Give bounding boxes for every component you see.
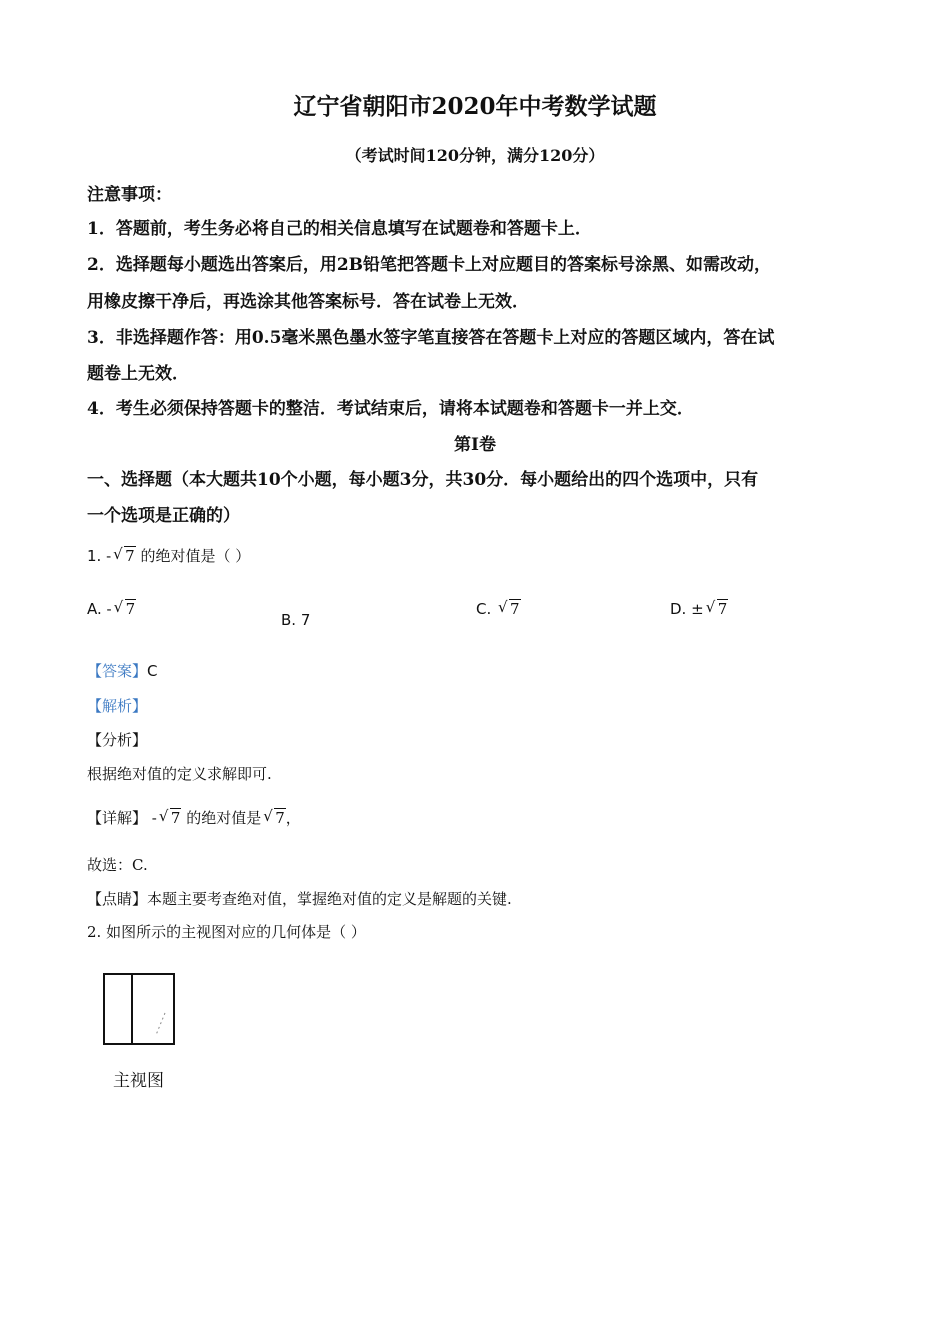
radical-sign: √ <box>113 545 123 563</box>
comment-text: 本题主要考查绝对值，掌握绝对值的定义是解题的关键. <box>147 890 512 908</box>
radicand: 7 <box>125 600 136 618</box>
comment-line <box>87 888 512 909</box>
radicand: 7 <box>275 809 285 827</box>
exam-subtitle: （考试时间120分钟，满分120分） <box>345 146 605 165</box>
notice-4: 4．考生必须保持答题卡的整洁．考试结束后，请将本试题卷和答题卡一并上交． <box>87 399 694 419</box>
option-c-label: C. <box>476 600 492 618</box>
q1-stem-tail: 的绝对值是（ ） <box>140 547 251 565</box>
fenxi-tag: 【分析】 <box>87 731 148 749</box>
fenxi-text: 根据绝对值的定义求解即可. <box>87 765 272 783</box>
option-a-sqrt <box>114 600 137 618</box>
notice-heading: 注意事项： <box>87 185 172 205</box>
detail-sqrt-1 <box>159 809 182 827</box>
option-d-label: D. <box>670 600 687 618</box>
notice-2a: 2．选择题每小题选出答案后，用2B铅笔把答题卡上对应题目的答案标号涂黑、如需改动， <box>87 255 772 275</box>
radical-sign: √ <box>705 598 716 616</box>
figure-caption: 主视图 <box>113 1071 164 1091</box>
notice-2b: 用橡皮擦干净后，再选涂其他答案标号．答在试卷上无效． <box>87 292 529 312</box>
section-heading-b: 一个选项是正确的） <box>87 506 240 526</box>
detail-line <box>87 807 301 828</box>
option-a-label: A. <box>87 600 102 618</box>
notice-3a: 3．非选择题作答：用0.5毫米黑色墨水签字笔直接答在答题卡上对应的答题区域内，答在试 <box>87 328 775 348</box>
detail-minus: - <box>151 809 157 827</box>
volume-heading: 第I卷 <box>454 435 496 455</box>
q1-option-b: B. 7 <box>281 611 311 629</box>
detail-sqrt-2 <box>263 809 286 827</box>
front-view-figure <box>103 973 175 1045</box>
option-d-sqrt <box>706 600 729 618</box>
answer-tag: 【答案】 <box>87 662 148 680</box>
option-c-sqrt <box>498 600 521 618</box>
section-heading-a: 一、选择题（本大题共10个小题，每小题3分，共30分．每小题给出的四个选项中，只有 <box>87 470 759 490</box>
answer-value: C <box>147 662 158 680</box>
option-a-minus: - <box>106 600 112 618</box>
front-view-divider <box>131 975 133 1043</box>
detail-tag: 【详解】 <box>87 809 148 827</box>
q1-option-d <box>670 600 728 618</box>
q1-option-a <box>87 600 136 618</box>
radicand: 7 <box>510 600 520 618</box>
q1-minus: - <box>106 547 112 565</box>
comment-tag: 【点睛】 <box>87 890 148 908</box>
choose-line: 故选：C. <box>87 856 148 874</box>
detail-mid: 的绝对值是 <box>186 809 262 827</box>
notice-3b: 题卷上无效． <box>87 364 189 384</box>
q1-sqrt <box>113 547 136 565</box>
radicand: 7 <box>125 547 135 565</box>
radical-sign: √ <box>158 807 169 825</box>
notice-1: 1．答题前，考生务必将自己的相关信息填写在试题卷和答题卡上． <box>87 219 592 239</box>
q1-number: 1. <box>87 547 102 565</box>
q1-stem <box>87 545 250 566</box>
hidden-edge-dashes <box>153 1011 169 1037</box>
radicand: 7 <box>717 600 728 618</box>
page-title: 辽宁省朝阳市2020年中考数学试题 <box>293 93 657 120</box>
analysis-tag: 【解析】 <box>87 697 148 715</box>
q2-stem: 2. 如图所示的主视图对应的几何体是（ ） <box>87 923 366 941</box>
radical-sign: √ <box>498 598 508 616</box>
radical-sign: √ <box>113 598 124 616</box>
option-d-pm: ± <box>691 600 704 618</box>
radical-sign: √ <box>263 807 273 825</box>
q1-option-c <box>476 600 521 618</box>
q1-answer <box>87 660 158 681</box>
radicand: 7 <box>170 809 181 827</box>
detail-end: ， <box>285 809 301 827</box>
